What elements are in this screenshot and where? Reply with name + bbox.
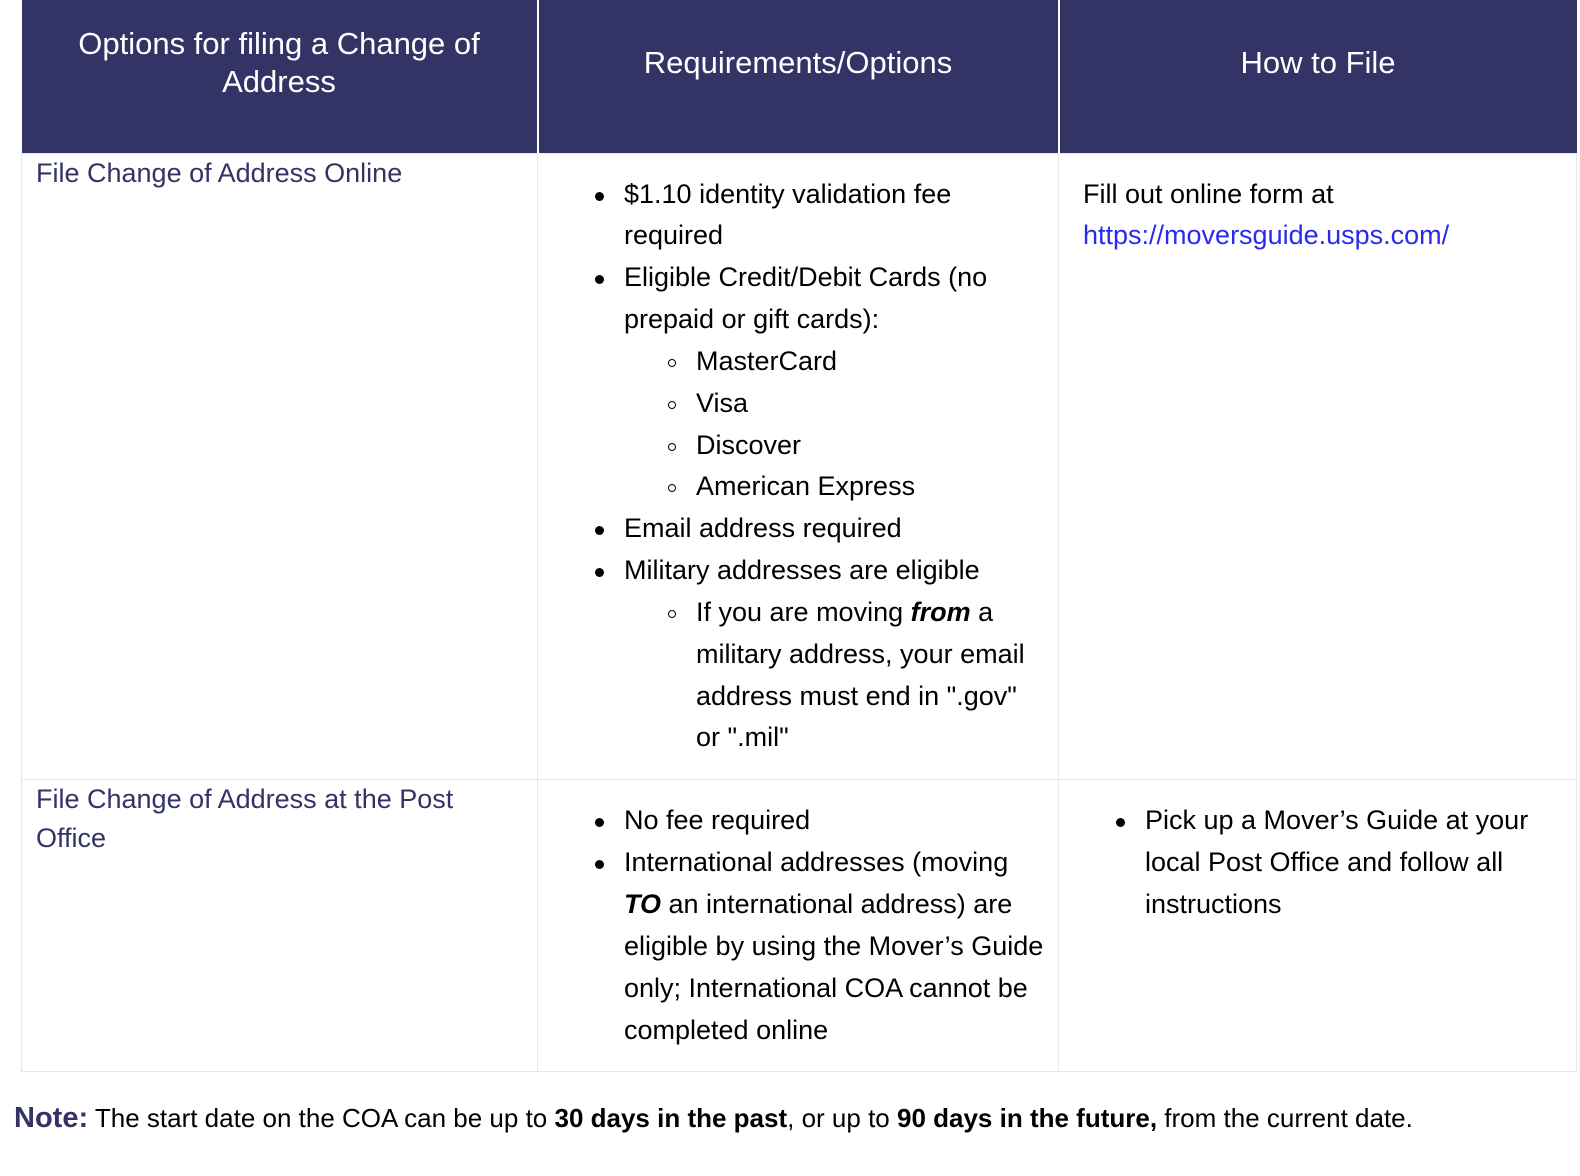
list-item-text: No fee required	[624, 805, 811, 836]
list-item-text: Eligible Credit/Debit Cards (no prepaid or gift cards):	[624, 262, 988, 335]
how-to-file-cell-online	[1059, 153, 1577, 780]
note-part-3: from the current date.	[1157, 1103, 1413, 1133]
list-item-text-pre: If you are moving	[696, 596, 911, 627]
list-item	[590, 508, 1044, 550]
note-label: Note:	[14, 1102, 89, 1134]
list-item	[590, 550, 1044, 759]
moversguide-link[interactable]: https://moversguide.usps.com/	[1083, 220, 1450, 251]
table-body	[22, 153, 1577, 1072]
list-item	[1111, 800, 1562, 926]
row-label-online: File Change of Address Online	[36, 157, 403, 188]
row-label-cell-post-office	[22, 780, 538, 1072]
card-types-sublist	[624, 341, 1044, 508]
column-header-how-to-file: How to File	[1059, 0, 1577, 153]
how-to-file-list-post-office	[1073, 800, 1562, 926]
column-header-requirements: Requirements/Options	[538, 0, 1059, 153]
change-of-address-table	[21, 0, 1577, 1072]
list-item-emphasis: TO	[624, 889, 662, 919]
list-item-text: Discover	[696, 429, 802, 460]
requirements-cell-online	[538, 153, 1059, 780]
row-label-post-office: File Change of Address at the Post Office	[36, 784, 454, 853]
list-item-text: Visa	[696, 387, 749, 418]
list-item-text: $1.10 identity validation fee required	[624, 178, 952, 251]
note	[14, 1100, 1574, 1138]
note-bold-future: 90 days in the future,	[896, 1103, 1158, 1133]
requirements-list-online	[552, 174, 1044, 760]
list-item-text: Pick up a Mover’s Guide at your local Post Office and follow all instructions	[1145, 805, 1529, 919]
column-header-options: Options for filing a Change of Address	[22, 0, 538, 153]
note-bold-past: 30 days in the past	[554, 1103, 788, 1133]
table-row	[22, 780, 1577, 1072]
row-label-cell-online	[22, 153, 538, 780]
list-item-text-post: an international address) are eligible by using the Mover’s Guide only; International COA cannot be completed online	[624, 889, 1044, 1045]
list-item-text: MasterCard	[696, 345, 838, 376]
military-address-sublist	[624, 592, 1044, 759]
list-item-text: Email address required	[624, 513, 902, 544]
list-item	[590, 174, 1044, 258]
requirements-cell-post-office	[538, 780, 1059, 1072]
list-item	[590, 257, 1044, 508]
how-to-file-text: Fill out online form at	[1083, 178, 1334, 209]
table-row	[22, 153, 1577, 780]
requirements-list-post-office	[552, 800, 1044, 1051]
note-part-2: , or up to	[787, 1103, 897, 1133]
list-item	[590, 842, 1044, 1051]
list-item	[663, 466, 1044, 508]
list-item-text: Military addresses are eligible	[624, 555, 980, 586]
list-item-text-post: a military address, your email address must end in ".gov" or ".mil"	[696, 596, 1025, 753]
how-to-file-paragraph-online	[1073, 174, 1562, 258]
list-item	[663, 592, 1044, 759]
how-to-file-cell-post-office	[1059, 780, 1577, 1072]
list-item	[590, 800, 1044, 842]
list-item	[663, 425, 1044, 467]
list-item-text: American Express	[696, 471, 916, 502]
list-item	[663, 383, 1044, 425]
table-header-row	[22, 0, 1577, 153]
table-header	[22, 0, 1577, 153]
list-item-text-pre: International addresses (moving	[624, 847, 1009, 878]
note-part-1: The start date on the COA can be up to	[88, 1103, 555, 1133]
list-item	[663, 341, 1044, 383]
list-item-emphasis: from	[910, 596, 971, 627]
